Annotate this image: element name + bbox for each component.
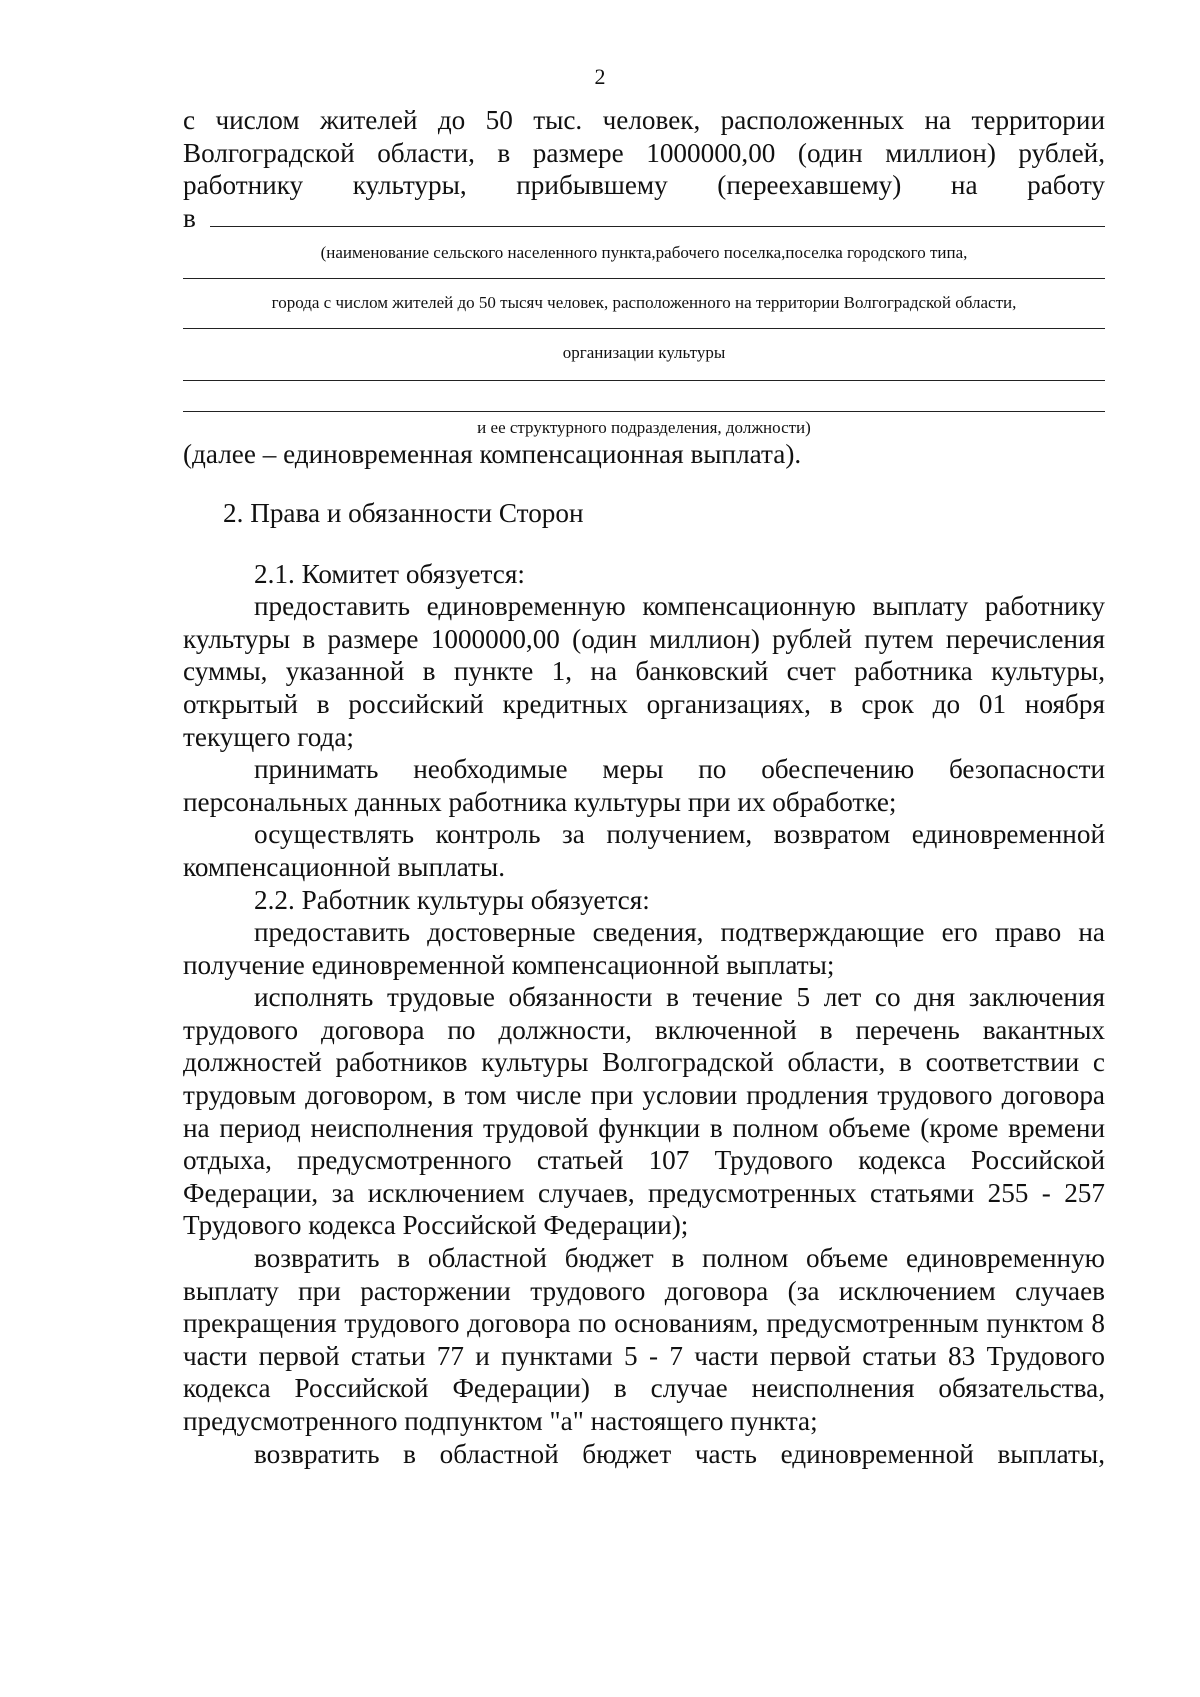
blank-prefix: в [183, 202, 196, 233]
caption-subdivision: и ее структурного подразделения, должности) [477, 418, 811, 438]
clause-2-1: 2.1. Комитет обязуется: [254, 558, 525, 589]
fill-in-blank-row [183, 202, 1105, 235]
caption-locality: (наименование сельского населенного пункта,рабочего поселка,поселка городского типа, [320, 243, 968, 263]
fill-in-line [183, 411, 1105, 412]
clause-2-2: 2.2. Работник культуры обязуется: [254, 884, 650, 915]
fill-in-line [210, 206, 1105, 227]
fill-in-line [183, 278, 1105, 279]
fill-in-line [183, 380, 1105, 381]
obligation-paragraph: возвратить в областной бюджет в полном объеме единовременную выплату при расторжении трудового договора (за исключением случаев прекращения трудового договора по основаниям, предусмотренным пунктом 8 части первой статьи 77 и пунктами 5 - 7 части первой статьи 83 Трудового кодекса Российской Федерации) в случае неисполнения обязательства, предусмотренного подпунктом "а" настоящего пункта; [183, 1243, 1105, 1436]
fill-in-form [183, 243, 1105, 438]
obligation-paragraph: предоставить единовременную компенсационную выплату работнику культуры в размере 1000000,00 (один миллион) рублей путем перечисления суммы, указанной в пункте 1, на банковский счет работника культуры, открытый в российский кредитных организациях, в срок до 01 ноября текущего года; [183, 591, 1105, 752]
page-number: 2 [594, 64, 606, 89]
after-form-text: (далее – единовременная компенсационная выплата). [183, 439, 802, 470]
caption-city: города с числом жителей до 50 тысяч человек, расположенного на территории Волгоградской области, [271, 293, 1017, 313]
obligation-paragraph: предоставить достоверные сведения, подтверждающие его право на получение единовременной компенсационной выплаты; [183, 917, 1105, 980]
caption-organization: организации культуры [562, 343, 726, 363]
obligation-paragraph: осуществлять контроль за получением, возвратом единовременной компенсационной выплаты. [183, 819, 1105, 882]
fill-in-line [183, 328, 1105, 329]
obligation-paragraph: исполнять трудовые обязанности в течение 5 лет со дня заключения трудового договора по должности, включенной в перечень вакантных должностей работников культуры Волгоградской области, в соответствии с трудовым договором, в том числе при условии продления трудового договора на период неисполнения трудовой функции в полном объеме (кроме времени отдыха, предусмотренного статьей 107 Трудового кодекса Российской Федерации, за исключением случаев, предусмотренных статьями 255 - 257 Трудового кодекса Российской Федерации); [183, 982, 1105, 1241]
obligation-paragraph: возвратить в областной бюджет часть единовременной выплаты, [254, 1438, 1105, 1469]
obligation-paragraph: принимать необходимые меры по обеспечению безопасности персональных данных работника культуры при их обработке; [183, 754, 1105, 817]
document-body [183, 104, 1105, 1470]
intro-paragraph: с числом жителей до 50 тыс. человек, расположенных на территории Волгоградской области, в размере 1000000,00 (один миллион) рублей, работнику культуры, прибывшему (переехавшему) на работу [183, 105, 1105, 201]
section-heading: 2. Права и обязанности Сторон [223, 497, 584, 528]
